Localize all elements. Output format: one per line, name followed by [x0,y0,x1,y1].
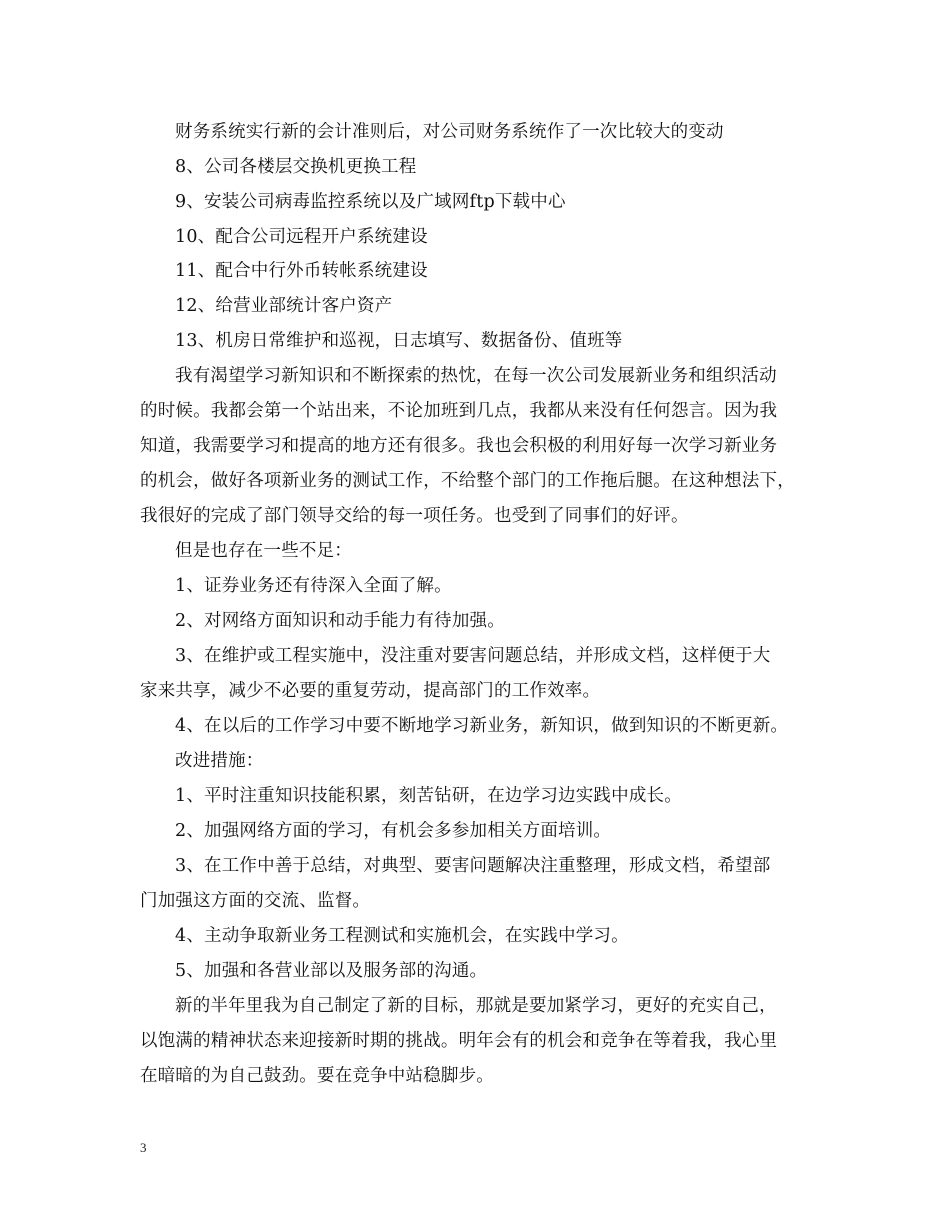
text-line: 财务系统实行新的会计准则后，对公司财务系统作了一次比较大的变动 [175,122,724,142]
list-item: 8、公司各楼层交换机更换工程 [175,157,417,177]
paragraph-line: 知道，我需要学习和提高的地方还有很多。我也会积极的利用好每一次学习新业务 [140,436,778,456]
paragraph-line: 的机会，做好各项新业务的测试工作，不给整个部门的工作拖后腿。在这种想法下， [140,471,795,491]
list-item: 11、配合中行外币转帐系统建设 [175,261,428,281]
list-item: 3、在维护或工程实施中，没注重对要害问题总结，并形成文档，这样便于大 [175,646,771,666]
list-item: 3、在工作中善于总结，对典型、要害问题解决注重整理，形成文档，希望部 [175,856,771,876]
list-item-continuation: 门加强这方面的交流、监督。 [140,891,371,911]
section-heading: 改进措施： [175,751,264,771]
list-item: 1、证券业务还有待深入全面了解。 [175,576,452,596]
list-item: 9、安装公司病毒监控系统以及广域网ftp下载中心 [175,192,566,212]
list-item: 1、平时注重知识技能积累，刻苦钻研，在边学习边实践中成长。 [175,786,682,806]
list-item: 12、给营业部统计客户资产 [175,296,393,316]
list-item: 13、机房日常维护和巡视，日志填写、数据备份、值班等 [175,331,623,351]
section-heading: 但是也存在一些不足： [175,541,352,561]
paragraph-line: 在暗暗的为自己鼓劲。要在竞争中站稳脚步。 [140,1066,494,1086]
list-item: 4、主动争取新业务工程测试和实施机会，在实践中学习。 [175,926,629,946]
paragraph-line: 新的半年里我为自己制定了新的目标，那就是要加紧学习，更好的充实自己， [175,996,777,1016]
paragraph-line: 的时候。我都会第一个站出来，不论加班到几点，我都从来没有任何怨言。因为我 [140,401,778,421]
paragraph-line: 以饱满的精神状态来迎接新时期的挑战。明年会有的机会和竞争在等着我，我心里 [140,1031,778,1051]
paragraph-line: 我有渴望学习新知识和不断探索的热忱，在每一次公司发展新业务和组织活动 [175,366,777,386]
list-item: 10、配合公司远程开户系统建设 [175,227,428,247]
page-number: 3 [140,1140,147,1155]
list-item: 2、加强网络方面的学习，有机会多参加相关方面培训。 [175,821,612,841]
list-item: 2、对网络方面知识和动手能力有待加强。 [175,611,505,631]
paragraph-line: 我很好的完成了部门领导交给的每一项任务。也受到了同事们的好评。 [140,506,689,526]
list-item-continuation: 家来共享，减少不必要的重复劳动，提高部门的工作效率。 [140,681,601,701]
list-item: 5、加强和各营业部以及服务部的沟通。 [175,961,488,981]
list-item: 4、在以后的工作学习中要不断地学习新业务，新知识，做到知识的不断更新。 [175,716,789,736]
